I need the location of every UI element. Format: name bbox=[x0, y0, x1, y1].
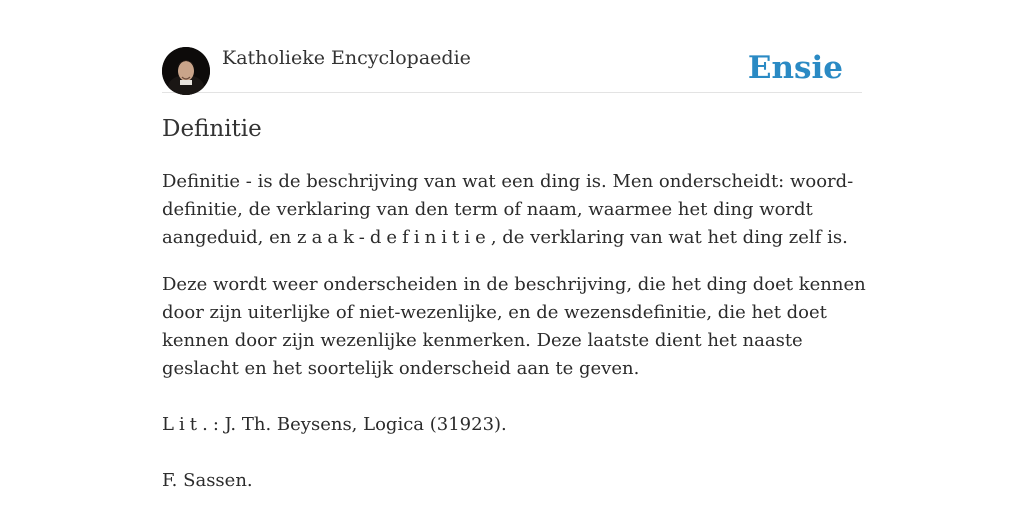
brand-logo[interactable]: Ensie bbox=[747, 50, 843, 86]
author-signature: F. Sassen. bbox=[162, 470, 253, 491]
spaced-term: zaak-definitie bbox=[297, 227, 491, 248]
literature-text: : J. Th. Beysens, Logica (31923). bbox=[212, 414, 507, 435]
paragraph-text: , de verklaring van wat het ding zelf is. bbox=[490, 227, 848, 248]
site-name[interactable]: Katholieke Encyclopaedie bbox=[222, 47, 471, 69]
literature-reference bbox=[162, 411, 866, 439]
paragraph-definition bbox=[162, 168, 866, 252]
paragraph-text: Definitie - is de beschrijving van wat een ding is. Men onderscheidt: woord-definitie, de verklaring van den term of naam, waarmee het ding wordt aangeduid, en bbox=[162, 171, 854, 248]
portrait-avatar-icon[interactable] bbox=[162, 47, 210, 95]
literature-label: Lit. bbox=[162, 414, 213, 435]
header bbox=[162, 44, 862, 93]
paragraph-distinction: Deze wordt weer onderscheiden in de beschrijving, die het ding doet kennen door zijn uiterlijke of niet-wezenlijke, en de wezensdefinitie, die het doet kennen door zijn wezenlijke kenmerken. Deze laatste dient het naaste geslacht en het soortelijk onderscheid aan te geven. bbox=[162, 274, 866, 379]
page-title: Definitie bbox=[162, 116, 262, 142]
